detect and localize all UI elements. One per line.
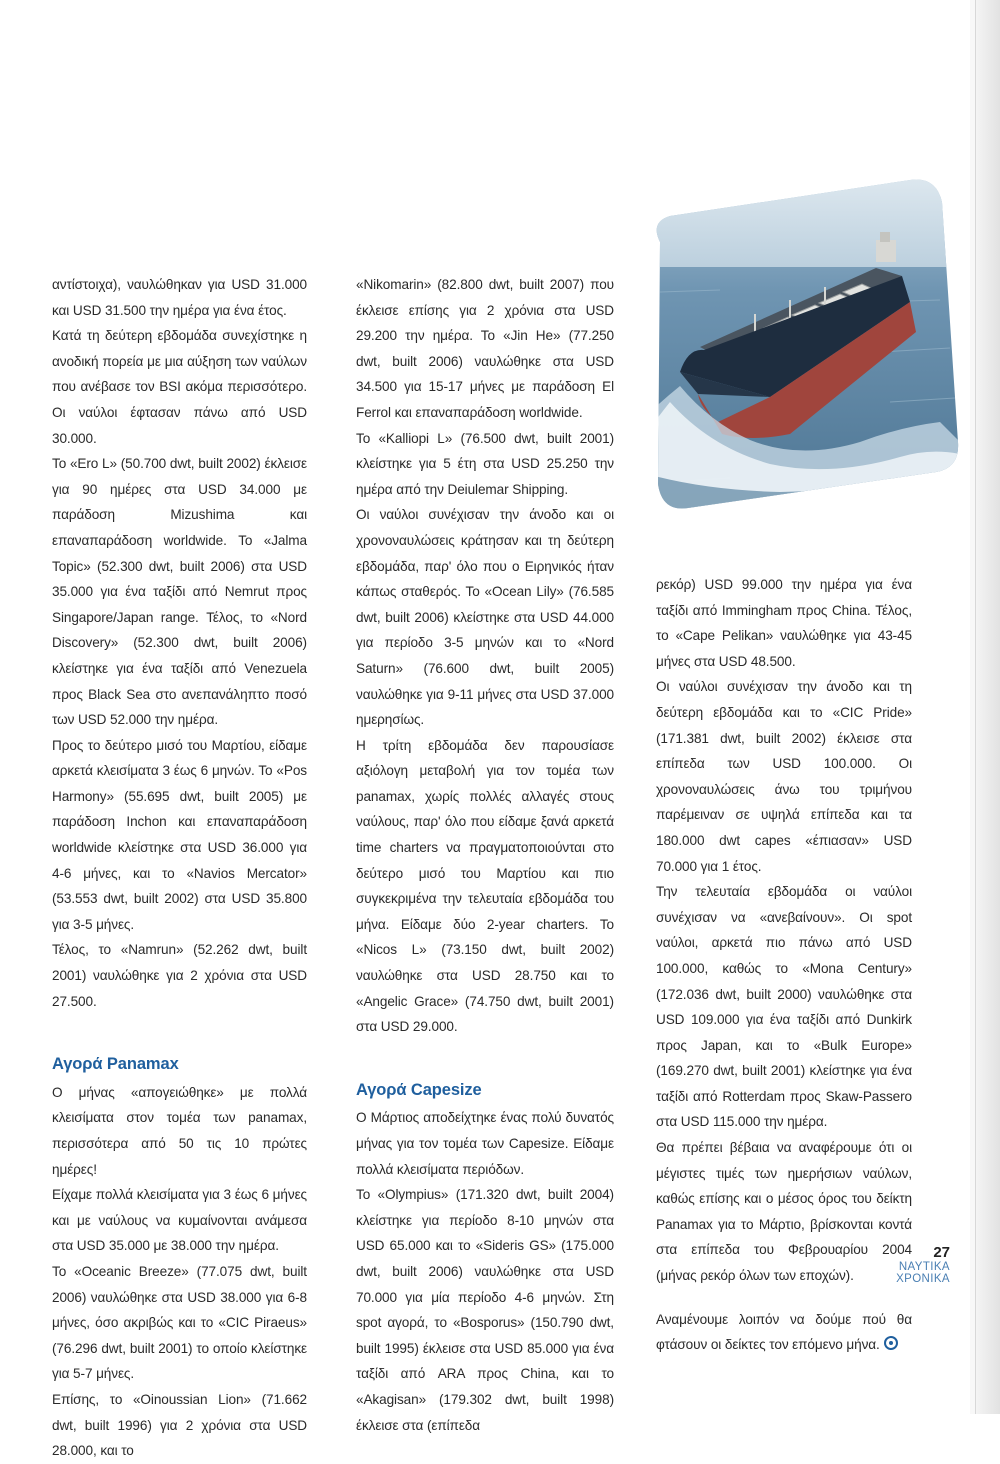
paragraph: Το «Olympius» (171.320 dwt, built 2004) κλείστηκε για περίοδο 8-10 μηνών στα USD 65.000 και το «Sideris GS» (175.000 dwt, built 2006) ναυλώθηκε στα USD 70.000 για μία περίοδο 4-6 μηνών. Στη spot αγορά, το «Bosporus» (150.790 dwt, built 1995) έκλεισε στα USD 85.000 για ένα ταξίδι από ARA προς China, και το «Akagisan» (179.302 dwt, built 1998) έκλεισε στα (επίπεδα <box>356 1187 614 1433</box>
paragraph: ρεκόρ) USD 99.000 την ημέρα για ένα ταξίδι από Immingham προς China. Τέλος, το «Cape Pelikan» ναυλώθηκε για 43-45 μήνες στα USD 48.500. <box>656 577 912 669</box>
paragraph: Ο μήνας «απογειώθηκε» με πολλά κλεισίματα στον τομέα των panamax, περισσότερα από 50 τις 10 πρώτες ημέρες! <box>52 1084 307 1177</box>
text-column-1 <box>52 272 307 1464</box>
paragraph: αντίστοιχα), ναυλώθηκαν για USD 31.000 και USD 31.500 την ημέρα για ένα έτος. <box>52 277 307 318</box>
paragraph: Θα πρέπει βέβαια να αναφέρουμε ότι οι μέγιστες τιμές των ημερήσιων ναύλων, καθώς επίσης και ο μέσος όρος του δείκτη Panamax για το Μάρτιο, βρίσκονται κοντά στα επίπεδα του Φεβρουαρίου 2004 (μήνας ρεκόρ όλων των εποχών). <box>656 1140 912 1284</box>
paragraph: Ο Μάρτιος αποδείχτηκε ένας πολύ δυνατός μήνας για τον τομέα των Capesize. Είδαμε πολλά κλεισίματα περιόδων. <box>356 1110 614 1177</box>
paragraph: Είχαμε πολλά κλεισίματα για 3 έως 6 μήνες και με ναύλους να κυμαίνονται ανάμεσα στα USD 35.000 με 38.000 την ημέρα. <box>52 1187 307 1254</box>
page-number: 27 <box>933 1244 950 1261</box>
end-of-article-icon <box>884 1336 898 1350</box>
paragraph: Το «Ero L» (50.700 dwt, built 2002) έκλεισε για 90 ημέρες στα USD 34.000 με παράδοση Mizushima και επαναπαράδοση worldwide. Το «Jalma Topic» (52.300 dwt, built 2006) στα USD 35.000 για ένα ταξίδι από Nemrut προς Singapore/Japan range. Τέλος, το «Nord Discovery» (52.300 dwt, built 2006) κλείστηκε για ένα ταξίδι από Venezuela προς Black Sea στο ανεπανάληπτο ποσό των USD 52.000 την ημέρα. <box>52 456 307 728</box>
text-column-2 <box>356 272 614 1438</box>
paragraph: Οι ναύλοι συνέχισαν την άνοδο και οι χρονοναυλώσεις κράτησαν και τη δεύτερη εβδομάδα, παρ' όλο που ο Ειρηνικός ήταν κάπως σταθερός. Το «Ocean Lily» (76.585 dwt, built 2006) κλείστηκε στα USD 44.000 για περίοδο 3-5 μηνών και το «Nord Saturn» (76.600 dwt, built 2005) ναυλώθηκε για 9-11 μήνες στα USD 37.000 ημερησίως. <box>356 507 614 728</box>
section-heading-capesize: Αγορά Capesize <box>356 1080 482 1099</box>
page-folio <box>896 1245 950 1285</box>
paragraph: Την τελευταία εβδομάδα οι ναύλοι συνέχισαν να «ανεβαίνουν». Οι spot ναύλοι, αρκετά πιο πάνω από USD 100.000, καθώς το «Mona Century» (172.036 dwt, built 2000) ναυλώθηκε στα USD 109.000 για ένα ταξίδι από Dunkirk προς Japan, και το «Bulk Europe» (169.270 dwt, built 2001) κλείστηκε για ένα ταξίδι από Rotterdam προς Skaw-Passero στα USD 115.000 την ημέρα. <box>656 884 912 1130</box>
paragraph: Τέλος, το «Namrun» (52.262 dwt, built 2001) ναυλώθηκε για 2 χρόνια στα USD 27.500. <box>52 942 307 1009</box>
closing-text: Αναμένουμε λοιπόν να δούμε πού θα φτάσουν οι δείκτες τον επόμενο μήνα. <box>656 1311 912 1353</box>
paragraph: «Nikomarin» (82.800 dwt, built 2007) που έκλεισε επίσης για 2 χρόνια στα USD 29.200 την ημέρα. Το «Jin He» (77.250 dwt, built 2006) ναυλώθηκε στα USD 34.500 για 15-17 μήνες με παράδοση El Ferrol και επαναπαράδοση worldwide. <box>356 277 614 420</box>
paragraph: Το «Kalliopi L» (76.500 dwt, built 2001) κλείστηκε για 5 έτη στα USD 25.250 την ημέρα από την Deiulemar Shipping. <box>356 430 614 497</box>
closing-paragraph <box>656 1307 912 1358</box>
paragraph: Κατά τη δεύτερη εβδομάδα συνεχίστηκε η ανοδική πορεία με μια αύξηση των ναύλων που ανέβασε τον BSI ακόμα περισσότερο. Οι ναύλοι έφτασαν πάνω από USD 30.000. <box>52 328 307 446</box>
paragraph: Οι ναύλοι συνέχισαν την άνοδο και τη δεύτερη εβδομάδα και το «CIC Pride» (171.381 dwt, built 2002) έκλεισε στα επίπεδα των USD 100.000. Οι χρονοναυλώσεις άνω του τριμήνου παρέμειναν σε υψηλά επίπεδα και τα 180.000 dwt capes «έπιασαν» USD 70.000 για 1 έτος. <box>656 679 912 874</box>
bulk-carrier-photo <box>640 172 960 512</box>
magazine-name-line1: ΝΑΥΤΙΚΑ <box>898 1261 950 1273</box>
paragraph: Το «Oceanic Breeze» (77.075 dwt, built 2006) ναυλώθηκε στα USD 38.000 για 6-8 μήνες, όσο ακριβώς και το «CIC Piraeus» (76.296 dwt, built 2001) το οποίο κλείστηκε για 5-7 μήνες. <box>52 1263 307 1382</box>
section-heading-panamax: Αγορά Panamax <box>52 1055 179 1074</box>
page-edge <box>975 0 1000 1414</box>
paragraph: Επίσης, το «Oinoussian Lion» (71.662 dwt, built 1996) για 2 χρόνια στα USD 28.000, και το <box>52 1391 307 1459</box>
paragraph: Προς το δεύτερο μισό του Μαρτίου, είδαμε αρκετά κλεισίματα 3 έως 6 μηνών. Το «Pos Harmony» (55.695 dwt, built 2005) με παράδοση Inchon και επαναπαράδοση worldwide κλείστηκε στα USD 36.000 για 4-6 μήνες, και το «Navios Mercator» (53.553 dwt, built 2002) στα USD 35.800 για 3-5 μήνες. <box>52 737 307 932</box>
magazine-name-line2: ΧΡΟΝΙΚΑ <box>896 1273 950 1285</box>
text-column-3 <box>656 572 912 1358</box>
paragraph: Η τρίτη εβδομάδα δεν παρουσίασε αξιόλογη μεταβολή για τον τομέα των panamax, χωρίς πολλές αλλαγές στους ναύλους, παρ' όλο που είδαμε ξανά αρκετά time charters να πραγματοποιούνται στο δεύτερο μισό του Μαρτίου και πιο συγκεκριμένα την τελευταία εβδομάδα του μήνα. Είδαμε δύο 2-year charters. Το «Nicos L» (73.150 dwt, built 2002) ναυλώθηκε στα USD 28.750 και το «Angelic Grace» (74.750 dwt, built 2001) στα USD 29.000. <box>356 737 614 1035</box>
